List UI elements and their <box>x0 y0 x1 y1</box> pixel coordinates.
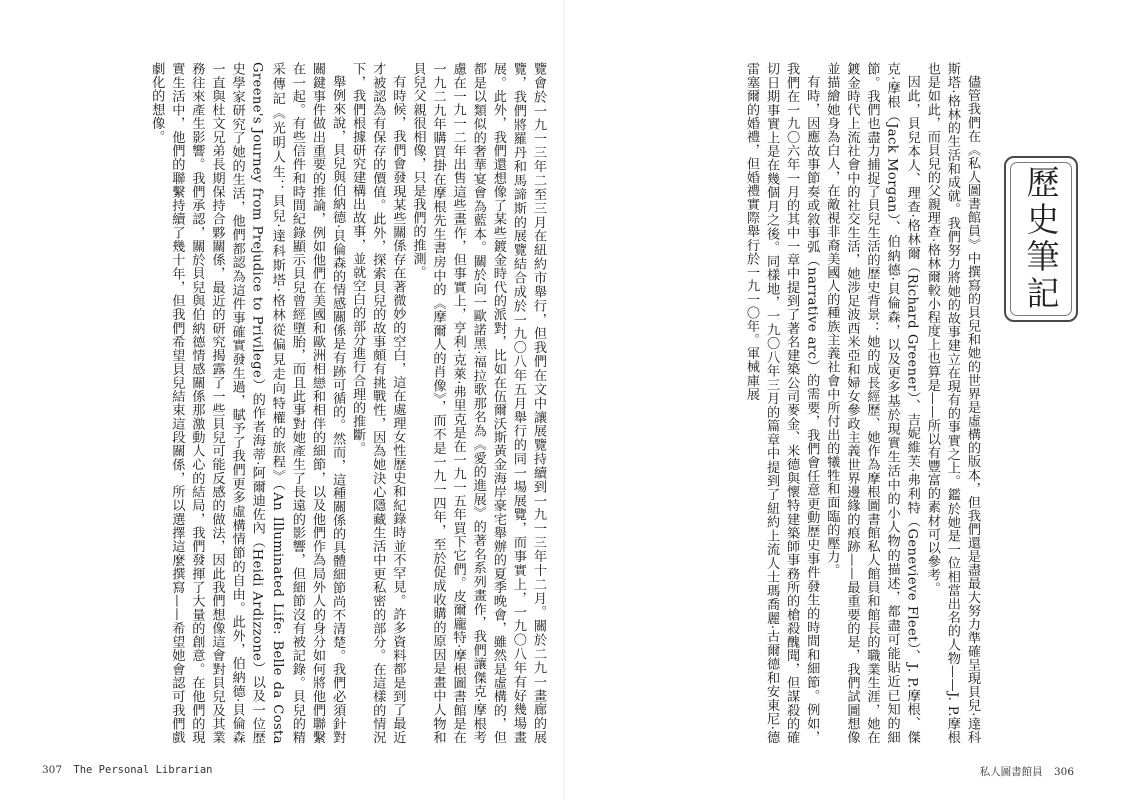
section-title: 歷史筆記 <box>1021 165 1061 313</box>
right-page <box>564 0 1128 800</box>
left-page-body <box>46 62 548 744</box>
running-head: The Personal Librarian <box>73 764 213 776</box>
paragraph: 舉例來說，貝兒與伯納德‧貝倫森的情感關係是有跡可循的。然而，這種關係的具體細節尚不清楚。我們必須針對關鍵事件做出重要的推論，例如他們在美國和歐洲相戀和相伴的細節，以及他們作為局外人的身分如何將他們聯繫在一起。有些信件和時間紀錄顯示貝兒曾經墮胎，而且此事對她產生了長遠的影響，但細節沒有被記錄。貝兒的精采傳記《光明人生：貝兒‧達科斯塔‧格林從偏見走向特權的旅程》（An Illuminated Life: Belle da Costa Greene's Journey from Prejudice to Privilege）的作者海蒂‧阿爾迪佐內（Heidi Ardizzone）以及一位歷史學家研究了她的生活，他們都認為這件事確實發生過，賦予了我們更多虛構情節的自由。此外，伯納德‧貝倫森一直與杜文兄弟長期保持合夥關係，最近的研究揭露了一些貝兒可能反感的做法，因此我們想像這會對貝兒及其業務往來產生影響。我們承認，關於貝兒與伯納德情感關係那激動人心的結局，我們發揮了大量的創意。在他們的現實生活中，他們的聯繫持續了幾十年，但我們希望貝兒結束這段關係，所以選擇這麼撰寫——希望她會認可我們戲劇化的想像。 <box>149 62 346 744</box>
paragraph: 有時候，我們會發現某些關係存在著微妙的空白，這在處理女性歷史和紀錄時並不罕見。許多資料都是到了最近才被認為有保存的價值。此外，探索貝兒的故事頗有挑戰性，因為她決心隱藏生活中更私密的部分。在這樣的情況下，我們根據研究建構出故事，並就空白的部分進行合理的推斷。 <box>350 62 406 744</box>
paragraph: 覽會於一九一三年二至三月在紐約市舉行，但我們在文中讓展覽持續到一九一三年十二月。關於二九一畫廊的展覽，我們將羅丹和馬諦斯的展覽結合成於一九〇八年五月舉行的同一場展覽，而事實上，一九〇八年有好幾場畫展。此外，我們還想像了某些鍍金時代的派對，比如在伍爾沃斯黃金海岸豪宅舉辦的夏季晚會，雖然是虛構的，但都是以類似的奢華宴會為藍本。關於向一歐諾黑‧福拉歌那名為《愛的進展》的著名系列畫作，我們讓傑克‧摩根考慮在一九一二年出售這些畫作，但事實上，亨利‧克萊‧弗里克是在一九一五年買下它們。皮爾龐特‧摩根圖書館是在一九二九年購買掛在摩根先生書房中的《摩爾人的肖像》，而不是一九一四年，至於促成收購的原因是畫中人物和貝兒父親很相像，只是我們的推測。 <box>410 62 546 744</box>
right-page-footer <box>980 764 1074 779</box>
page-number: 306 <box>1053 766 1074 778</box>
right-page-body <box>582 62 982 744</box>
left-page-footer <box>42 764 212 776</box>
running-head: 私人圖書館員 <box>979 766 1043 778</box>
page-number: 307 <box>42 764 63 776</box>
paragraph: 有時，因應故事節奏或敘事弧（narrative arc）的需要，我們會任意更動歷史事件發生的時間和細節。例如，我們在一九〇六年一月的其中一章中提到了著名建築公司麥金、米德與懷特建築師事務所的槍殺醜聞，但謀殺的確切日期事實上是在幾個月之後。同樣地，一九〇八年三月的篇章中提到了紐約上流人士瑪喬麗‧古爾德和安東尼‧德雷塞爾的婚禮，但婚禮實際舉行於一九一〇年。軍械庫展 <box>743 62 820 744</box>
paragraph: 儘管我們在《私人圖書館員》中撰寫的貝兒和她的世界是虛構的版本，但我們還是盡最大努力準確呈現貝兒‧達科斯塔‧格林的生活和成就。我們努力將她的故事建立在現有的事實之上。鑑於她是一位相當出名的人物——J. P.摩根也是如此，而貝兒的父親理查‧格林爾較小程度上也算是——所以有豐富的素材可以參考。 <box>924 62 980 744</box>
paragraph: 因此，貝兒本人、理查‧格林爾（Richard Greener）、吉妮維芙‧弗利特（Genevieve Fleet）、J. P.摩根、傑克‧摩根（Jack Morgan）、伯納德‧貝倫森，以及更多基於現實生活中的小人物的描述，都盡可能貼近已知的細節。我們也盡力捕捉了貝兒生活的歷史背景：她的成長經歷、她作為摩根圖書館私人館員和館長的職業生涯，她在鍍金時代上流社會中的社交生活，她涉足波西米亞和婦女參政主義世界邊緣的痕跡——最重要的是，我們試圖想像並描繪她身為白人，在敵視非裔美國人的種族主義社會中所付出的犧牲和面臨的壓力。 <box>824 62 920 744</box>
section-title-box <box>1004 156 1078 322</box>
